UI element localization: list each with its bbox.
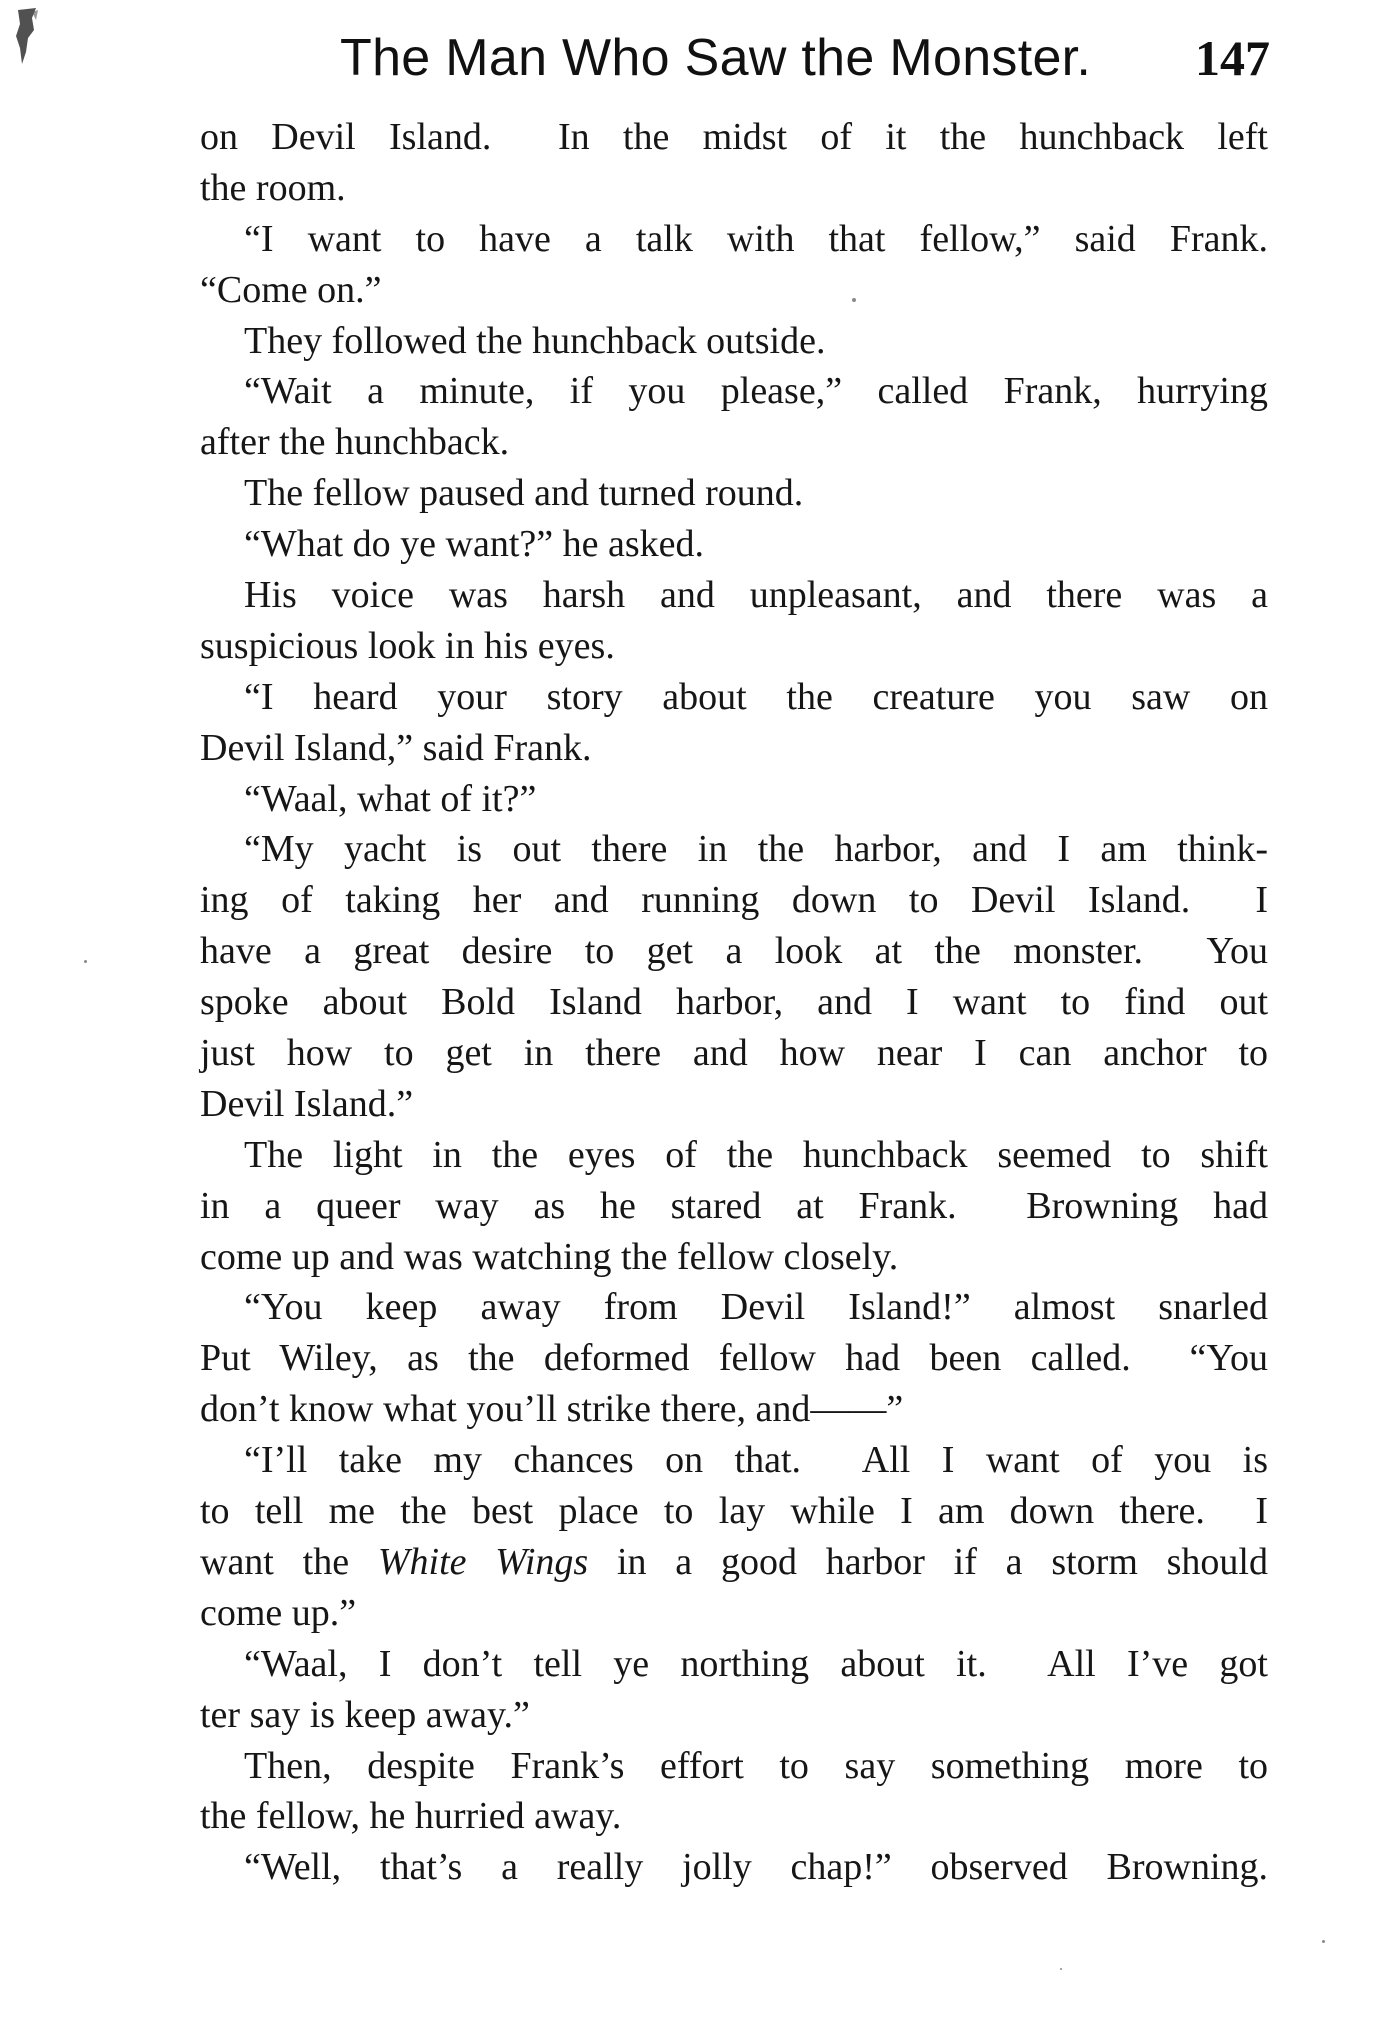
page-number: 147 <box>1195 30 1270 86</box>
paper-speck <box>852 298 856 302</box>
body-text <box>200 112 1268 1893</box>
text-line: suspicious look in his eyes. <box>200 624 615 667</box>
text-line: They followed the hunchback outside. <box>244 319 826 362</box>
text-line: ing of taking her and running down to Devil Island. I <box>200 879 1268 922</box>
text-line: “You keep away from Devil Island!” almost snarled <box>244 1286 1268 1329</box>
text-line: “I’ll take my chances on that. All I want of you is <box>244 1439 1268 1482</box>
italic-ship-name: White Wings <box>377 1540 589 1583</box>
text-run: want the <box>200 1540 378 1583</box>
text-line: after the hunchback. <box>200 421 510 464</box>
paper-speck <box>84 960 87 963</box>
text-line: the room. <box>200 166 346 209</box>
text-line: have a great desire to get a look at the monster. You <box>200 930 1268 973</box>
running-title: The Man Who Saw the Monster. <box>340 29 1092 87</box>
text-line: spoke about Bold Island harbor, and I want to find out <box>200 981 1268 1024</box>
text-line: “Waal, I don’t tell ye northing about it. All I’ve got <box>244 1642 1268 1685</box>
text-line: the fellow, he hurried away. <box>200 1795 622 1838</box>
text-line: “What do ye want?” he asked. <box>244 523 705 566</box>
text-line: Devil Island,” said Frank. <box>200 726 592 769</box>
text-line: His voice was harsh and unpleasant, and there was a <box>244 574 1268 617</box>
text-line <box>200 1537 1268 1588</box>
text-line: on Devil Island. In the midst of it the hunchback left <box>200 116 1268 158</box>
text-line: don’t know what you’ll strike there, and——” <box>200 1388 904 1431</box>
text-line: “Well, that’s a really jolly chap!” observed Browning. <box>244 1846 1268 1889</box>
text-line: The light in the eyes of the hunchback seemed to shift <box>244 1133 1268 1176</box>
text-line: just how to get in there and how near I can anchor to <box>200 1032 1268 1075</box>
text-line: “I heard your story about the creature you saw on <box>244 675 1268 718</box>
ink-smudge-icon <box>14 8 40 66</box>
text-line: “Waal, what of it?” <box>244 777 537 820</box>
text-line: Put Wiley, as the deformed fellow had been called. “You <box>200 1337 1268 1380</box>
text-line: ter say is keep away.” <box>200 1693 530 1736</box>
text-line: “I want to have a talk with that fellow,” said Frank. <box>244 217 1268 260</box>
text-line: in a queer way as he stared at Frank. Browning had <box>200 1184 1268 1227</box>
page-header <box>340 18 1270 98</box>
text-line: “Wait a minute, if you please,” called Frank, hurrying <box>244 370 1268 413</box>
text-line: Devil Island.” <box>200 1082 414 1125</box>
text-line: “My yacht is out there in the harbor, and I am think- <box>244 828 1268 871</box>
text-line: “Come on.” <box>200 268 382 311</box>
text-line: come up and was watching the fellow closely. <box>200 1235 899 1278</box>
text-line: come up.” <box>200 1591 357 1634</box>
text-run: in a good harbor if a storm should <box>588 1540 1268 1583</box>
paper-speck <box>1322 1940 1325 1943</box>
text-line: Then, despite Frank’s effort to say something more to <box>244 1744 1268 1787</box>
text-line: to tell me the best place to lay while I am down there. I <box>200 1490 1268 1533</box>
text-line: The fellow paused and turned round. <box>244 472 804 515</box>
paper-speck <box>1060 1968 1062 1970</box>
